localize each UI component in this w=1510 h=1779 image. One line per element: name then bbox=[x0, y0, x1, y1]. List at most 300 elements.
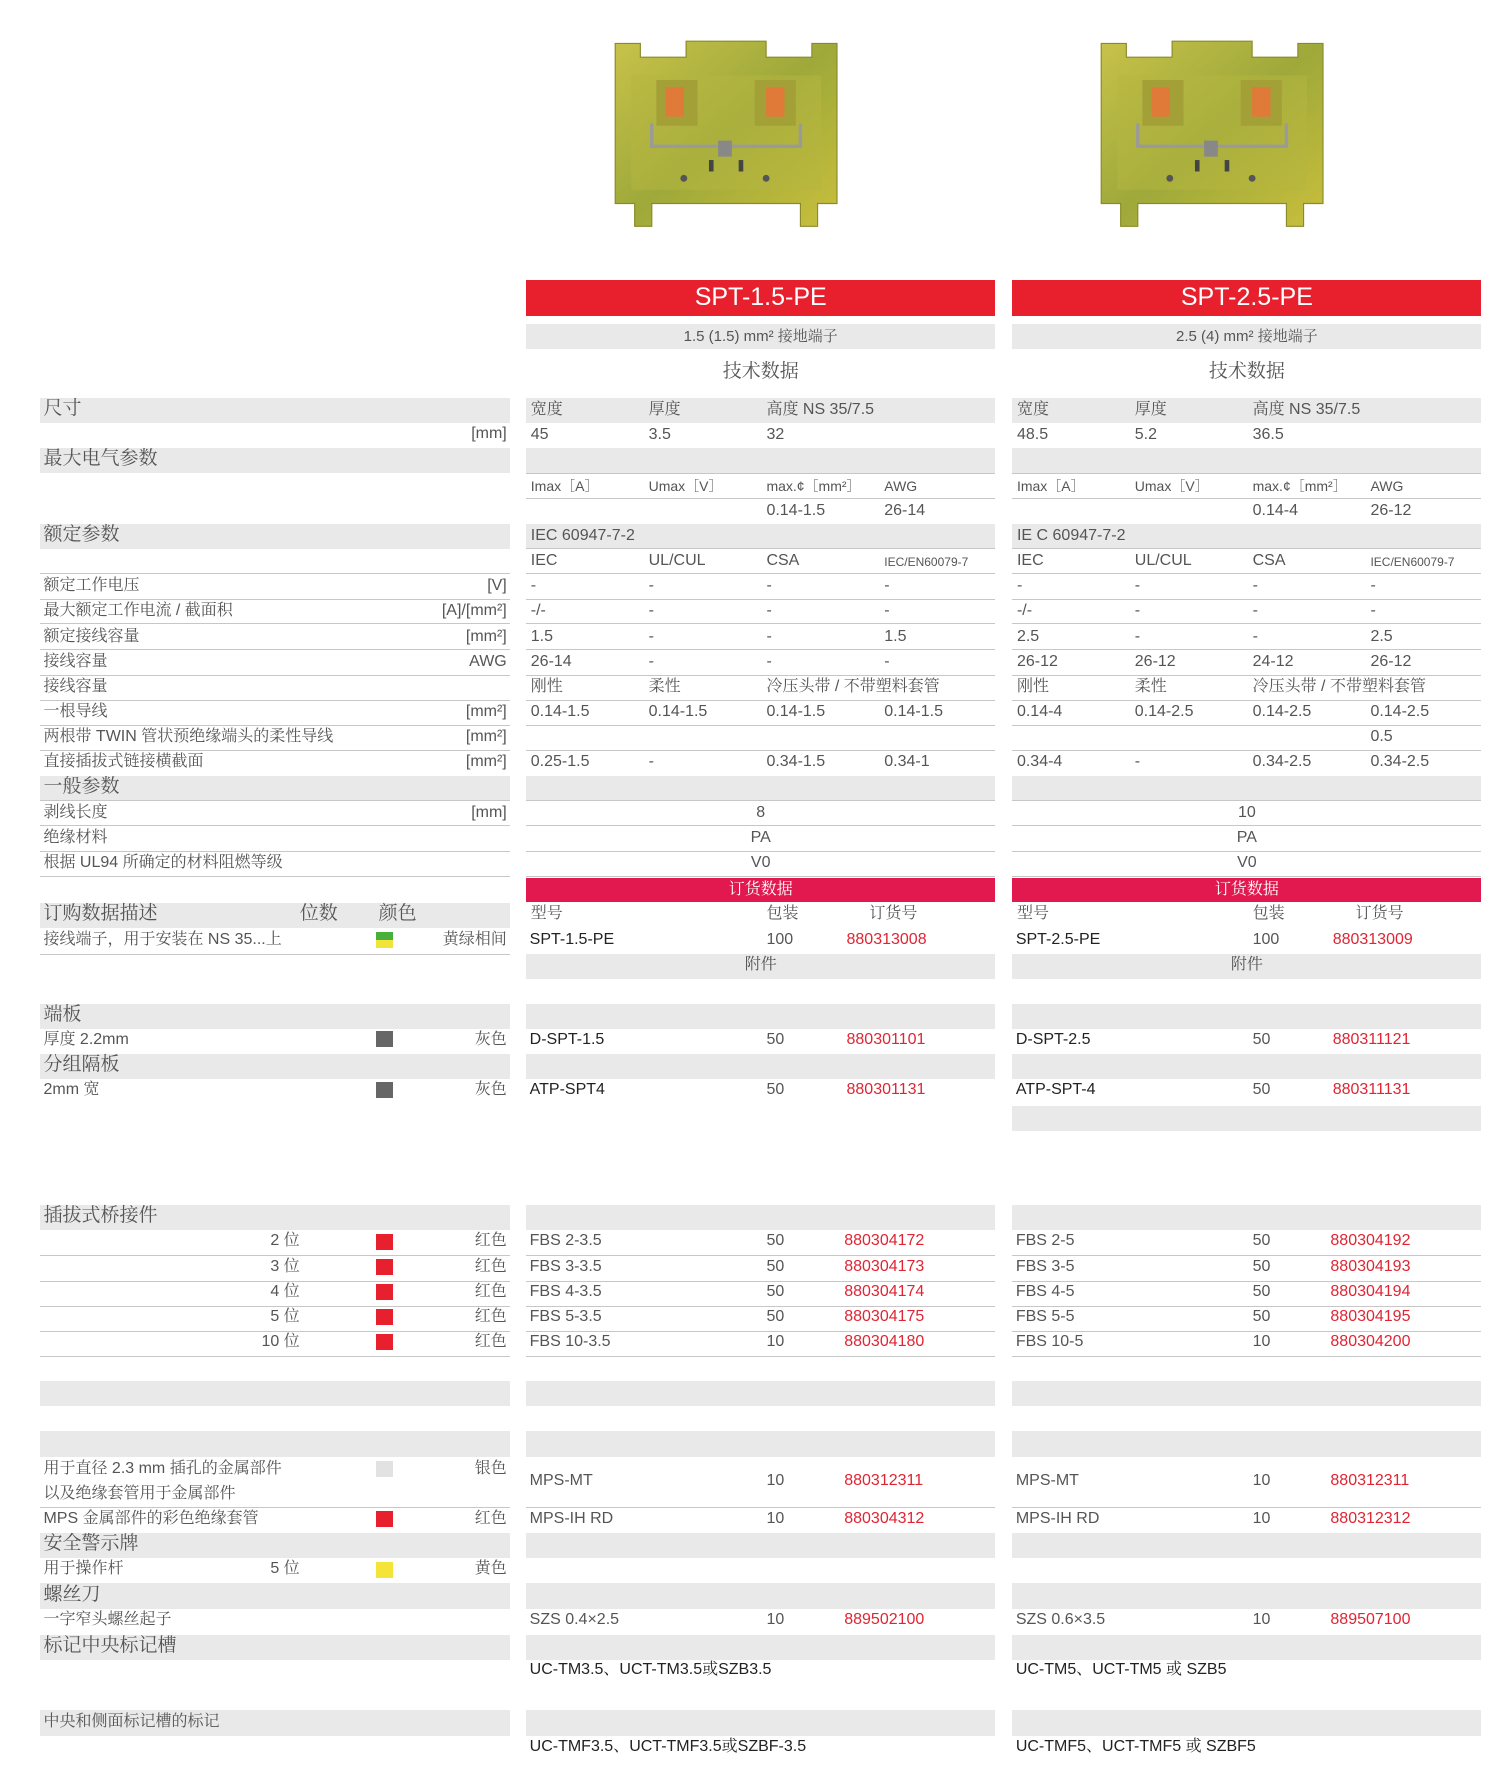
color-red: 红色 bbox=[474, 1282, 507, 1300]
col-grey-band bbox=[526, 448, 995, 473]
label-mps-sleeve: MPS 金属部件的彩色绝缘套管 bbox=[43, 1510, 259, 1528]
col-row-divider bbox=[526, 750, 995, 751]
mps_ih-pack: 10 bbox=[766, 1510, 785, 1528]
unit-v: [V] bbox=[487, 577, 507, 595]
szs-pack: 10 bbox=[766, 1610, 785, 1628]
mps_mt-type: MPS-MT bbox=[1015, 1472, 1079, 1490]
color-red: 红色 bbox=[474, 1232, 507, 1250]
end-plate-pack: 50 bbox=[1252, 1031, 1271, 1049]
unit-mm2: [mm²] bbox=[465, 702, 507, 720]
single-wire-value: 0.14-2.5 bbox=[1134, 702, 1194, 720]
rated-value: 1.5 bbox=[884, 627, 907, 645]
standard-header: CSA bbox=[1252, 552, 1286, 570]
col-grey-band bbox=[526, 1431, 995, 1456]
electrical-header: AWG bbox=[1370, 477, 1404, 494]
partition-pack: 50 bbox=[766, 1081, 785, 1099]
partition-type: ATP-SPT-4 bbox=[1015, 1081, 1096, 1099]
rated-value: - bbox=[1252, 602, 1258, 620]
direct-plug-value: 0.25-1.5 bbox=[530, 753, 590, 771]
rated-value: 26-12 bbox=[1016, 652, 1058, 670]
electrical-header: Umax［V］ bbox=[1134, 477, 1209, 494]
electrical-value: 0.14-1.5 bbox=[766, 501, 826, 519]
label-side-marker: 中央和侧面标记槽的标记 bbox=[43, 1712, 220, 1730]
left-row-divider bbox=[40, 725, 510, 726]
rated-value: 2.5 bbox=[1370, 627, 1393, 645]
dimension-header: 厚度 bbox=[648, 401, 681, 419]
bridge-type: FBS 2-5 bbox=[1015, 1232, 1075, 1250]
end-plate-type: D-SPT-2.5 bbox=[1015, 1031, 1091, 1049]
dimension-value: 3.5 bbox=[648, 426, 671, 444]
left-grey-band bbox=[40, 1583, 510, 1608]
wire-type-header: 柔性 bbox=[1134, 677, 1167, 695]
mps_mt-order-number: 880312311 bbox=[844, 1472, 924, 1490]
szs-order-number: 889507100 bbox=[1330, 1610, 1411, 1628]
label-rated-voltage: 额定工作电压 bbox=[43, 577, 140, 595]
bridge-order-number: 880304175 bbox=[844, 1307, 925, 1325]
left-row-divider bbox=[40, 573, 510, 574]
col-grey-band bbox=[526, 398, 995, 423]
szs-pack: 10 bbox=[1252, 1610, 1271, 1628]
label-wire-capacity-2: 接线容量 bbox=[43, 677, 108, 695]
col-row-divider bbox=[526, 498, 995, 499]
col-grey-band bbox=[1012, 1533, 1481, 1558]
single-wire-value: 0.14-1.5 bbox=[648, 702, 708, 720]
rated-value: 24-12 bbox=[1252, 652, 1294, 670]
unit-awg: AWG bbox=[469, 652, 507, 670]
col-row-divider bbox=[526, 573, 995, 574]
rated-value: 2.5 bbox=[1016, 627, 1040, 645]
order-item-pack: 100 bbox=[766, 930, 794, 948]
order-data-band: 订货数据 bbox=[1012, 878, 1481, 902]
col-grey-band bbox=[526, 1381, 995, 1406]
dimension-header: 厚度 bbox=[1134, 401, 1167, 419]
electrical-header: Imax［A］ bbox=[530, 477, 599, 494]
standard-header: UL/CUL bbox=[648, 552, 706, 570]
tech-data-header: 技术数据 bbox=[722, 361, 799, 383]
color-yellow: 黄色 bbox=[474, 1560, 507, 1578]
order-header-type: 型号 bbox=[530, 905, 563, 923]
rated-value: - bbox=[1016, 577, 1023, 595]
label-direct-plug: 直接插拔式链接横截面 bbox=[43, 753, 204, 771]
col-grey-band bbox=[1012, 1381, 1481, 1406]
col-row-divider bbox=[1012, 800, 1481, 801]
end-plate-order-number: 880311121 bbox=[1332, 1031, 1411, 1049]
col-row-divider bbox=[1012, 876, 1481, 877]
col-row-divider bbox=[526, 1356, 995, 1357]
order-item-type: SPT-1.5-PE bbox=[529, 930, 615, 948]
electrical-header: AWG bbox=[884, 477, 918, 494]
mps_mt-pack: 10 bbox=[766, 1472, 785, 1490]
left-row-divider bbox=[40, 825, 510, 826]
left-row-divider bbox=[40, 750, 510, 751]
standard-header: CSA bbox=[766, 552, 800, 570]
bridge-pack: 50 bbox=[766, 1232, 785, 1250]
col-row-divider bbox=[526, 800, 995, 801]
section-screwdriver: 螺丝刀 bbox=[43, 1583, 101, 1605]
wire-type-header: 刚性 bbox=[1016, 677, 1049, 695]
mps_ih-order-number: 880312312 bbox=[1330, 1510, 1411, 1528]
side-marker-value: UC-TMF3.5、UCT-TMF3.5或SZBF-3.5 bbox=[529, 1737, 807, 1755]
rated-value: - bbox=[1252, 577, 1258, 595]
general-value: PA bbox=[1236, 828, 1257, 846]
standard-header: UL/CUL bbox=[1134, 552, 1192, 570]
bridge-pack: 50 bbox=[766, 1307, 785, 1325]
standard-header: IEC/EN60079-7 bbox=[1370, 555, 1455, 570]
col-row-divider bbox=[1012, 1356, 1481, 1357]
color-red: 红色 bbox=[474, 1257, 507, 1275]
end-plate-type: D-SPT-1.5 bbox=[529, 1031, 605, 1049]
col-grey-band bbox=[526, 1004, 995, 1029]
accessory-header: 附件 bbox=[744, 955, 777, 973]
unit-mm: [mm] bbox=[471, 425, 507, 443]
bridge-pack: 50 bbox=[1252, 1232, 1271, 1250]
rated-value: - bbox=[1134, 627, 1141, 645]
twin-wire-value: 0.5 bbox=[1370, 728, 1393, 746]
label-slot-screwdriver: 一字窄头螺丝起子 bbox=[43, 1610, 172, 1628]
col-grey-band bbox=[1012, 1205, 1481, 1230]
section-partition: 分组隔板 bbox=[43, 1054, 120, 1076]
bridge-pack: 50 bbox=[1252, 1307, 1271, 1325]
section-bridge: 插拔式桥接件 bbox=[43, 1205, 158, 1227]
direct-plug-value: 0.34-2.5 bbox=[1370, 753, 1430, 771]
mps_mt-type: MPS-MT bbox=[529, 1472, 593, 1490]
label-insulation: 绝缘材料 bbox=[43, 828, 108, 846]
accessory-header: 附件 bbox=[1230, 955, 1263, 973]
label-lever: 用于操作杆 bbox=[43, 1560, 124, 1578]
col-row-divider bbox=[526, 548, 995, 549]
partition-type: ATP-SPT4 bbox=[529, 1081, 605, 1099]
bridge-order-number: 880304195 bbox=[1330, 1307, 1411, 1325]
wire-type-header: 刚性 bbox=[530, 677, 563, 695]
section-marker: 标记中央标记槽 bbox=[43, 1635, 177, 1657]
rated-value: - bbox=[766, 602, 772, 620]
left-row-divider bbox=[40, 876, 510, 877]
col-row-divider bbox=[1012, 825, 1481, 826]
color-grey: 灰色 bbox=[474, 1031, 507, 1049]
mps_ih-order-number: 880304312 bbox=[844, 1510, 925, 1528]
col-row-divider bbox=[1012, 1507, 1481, 1508]
label-strip-length: 剥线长度 bbox=[43, 803, 108, 821]
terminal-image-spt-2-5-pe bbox=[1092, 32, 1332, 232]
left-row-divider bbox=[40, 1507, 510, 1508]
general-value: 8 bbox=[756, 803, 766, 821]
col-row-divider bbox=[1012, 725, 1481, 726]
szs-order-number: 889502100 bbox=[844, 1610, 925, 1628]
col-row-divider bbox=[1012, 498, 1481, 499]
unit-mm2: [mm²] bbox=[465, 627, 507, 645]
col-row-divider bbox=[1012, 1255, 1481, 1256]
electrical-value: 26-14 bbox=[884, 501, 926, 519]
iec-standard: IEC 60947-7-2 bbox=[530, 526, 635, 544]
color-grey: 灰色 bbox=[474, 1081, 507, 1099]
col-grey-band bbox=[526, 1710, 995, 1735]
col-row-divider bbox=[1012, 548, 1481, 549]
rated-value: 1.5 bbox=[530, 627, 554, 645]
bridge-pack: 50 bbox=[766, 1282, 785, 1300]
section-rated: 额定参数 bbox=[43, 523, 120, 545]
rated-value: - bbox=[766, 652, 772, 670]
order-item-type: SPT-2.5-PE bbox=[1015, 930, 1101, 948]
szs-type: SZS 0.4×2.5 bbox=[529, 1610, 620, 1628]
col-grey-band bbox=[1012, 776, 1481, 801]
bridge-position: 5 位 bbox=[270, 1307, 300, 1325]
label-terminal-desc: 接线端子，用于安装在 NS 35...上 bbox=[43, 930, 282, 948]
direct-plug-value: - bbox=[1134, 753, 1141, 771]
section-warning-sign: 安全警示牌 bbox=[43, 1533, 139, 1555]
col-grey-band bbox=[1012, 1054, 1481, 1079]
rated-value: 26-12 bbox=[1134, 652, 1176, 670]
bridge-type: FBS 2-3.5 bbox=[529, 1232, 602, 1250]
label-twin-wire: 两根带 TWIN 管状预绝缘端头的柔性导线 bbox=[43, 728, 334, 746]
order-item-order-number: 880313009 bbox=[1332, 930, 1413, 948]
order-header-number: 订货号 bbox=[1355, 905, 1404, 923]
direct-plug-value: 0.34-4 bbox=[1016, 753, 1063, 771]
color-red: 红色 bbox=[474, 1307, 507, 1325]
section-general: 一般参数 bbox=[43, 776, 120, 798]
color-red: 红色 bbox=[474, 1332, 507, 1350]
bridge-order-number: 880304174 bbox=[844, 1282, 925, 1300]
col-row-divider bbox=[526, 599, 995, 600]
end-plate-order-number: 880301101 bbox=[846, 1031, 926, 1049]
direct-plug-value: 0.34-1 bbox=[884, 753, 930, 771]
left-row-divider bbox=[40, 851, 510, 852]
partition-pack: 50 bbox=[1252, 1081, 1271, 1099]
dimension-value: 36.5 bbox=[1252, 426, 1284, 444]
col-row-divider bbox=[526, 675, 995, 676]
rated-value: - bbox=[884, 602, 890, 620]
left-grey-band bbox=[40, 1004, 510, 1029]
color-silver: 银色 bbox=[474, 1459, 507, 1477]
col-row-divider bbox=[526, 700, 995, 701]
electrical-value: 26-12 bbox=[1370, 501, 1412, 519]
bridge-pack: 50 bbox=[1252, 1282, 1271, 1300]
col-row-divider bbox=[1012, 1306, 1481, 1307]
col-row-divider bbox=[1012, 473, 1481, 474]
mps_ih-type: MPS-IH RD bbox=[1015, 1510, 1100, 1528]
rated-value: - bbox=[884, 577, 890, 595]
left-row-divider bbox=[40, 649, 510, 650]
bridge-order-number: 880304200 bbox=[1330, 1332, 1411, 1350]
label-ul94: 根据 UL94 所确定的材料阻燃等级 bbox=[43, 853, 283, 871]
product-title-band: SPT-1.5-PE bbox=[526, 280, 995, 315]
rated-value: - bbox=[648, 577, 654, 595]
terminal-image-spt-1-5-pe bbox=[606, 32, 846, 232]
rated-value: -/- bbox=[530, 602, 546, 620]
dimension-value: 32 bbox=[766, 426, 785, 444]
bridge-position: 2 位 bbox=[270, 1232, 300, 1250]
unit-mm: [mm] bbox=[471, 803, 507, 821]
bridge-order-number: 880304173 bbox=[844, 1257, 925, 1275]
dimension-value: 48.5 bbox=[1016, 426, 1049, 444]
electrical-value: 0.14-4 bbox=[1252, 501, 1298, 519]
col-row-divider bbox=[526, 725, 995, 726]
bridge-type: FBS 5-5 bbox=[1015, 1307, 1075, 1325]
section-order-description: 订购数据描述 bbox=[43, 903, 158, 925]
rated-value: - bbox=[884, 652, 890, 670]
left-row-divider bbox=[40, 954, 510, 955]
col-row-divider bbox=[1012, 675, 1481, 676]
col-grey-band bbox=[526, 1583, 995, 1608]
mps_ih-type: MPS-IH RD bbox=[529, 1510, 614, 1528]
rated-value: - bbox=[1370, 577, 1376, 595]
col-grey-band bbox=[1012, 398, 1481, 423]
bridge-order-number: 880304172 bbox=[844, 1232, 925, 1250]
col-row-divider bbox=[1012, 851, 1481, 852]
label-single-wire: 一根导线 bbox=[43, 702, 108, 720]
direct-plug-value: - bbox=[648, 753, 654, 771]
color-red: 红色 bbox=[474, 1510, 507, 1528]
szs-type: SZS 0.6×3.5 bbox=[1015, 1610, 1106, 1628]
col-grey-band bbox=[1012, 448, 1481, 473]
col-row-divider bbox=[526, 825, 995, 826]
col-row-divider bbox=[1012, 649, 1481, 650]
bridge-type: FBS 10-3.5 bbox=[529, 1332, 611, 1350]
bridge-order-number: 880304180 bbox=[844, 1332, 925, 1350]
left-grey-band bbox=[40, 398, 510, 423]
col-grey-band bbox=[526, 1533, 995, 1558]
bridge-type: FBS 3-5 bbox=[1015, 1257, 1075, 1275]
order-header-pack: 包装 bbox=[1252, 905, 1285, 923]
header-color: 颜色 bbox=[378, 903, 417, 925]
general-value: V0 bbox=[1237, 853, 1257, 871]
col-row-divider bbox=[526, 473, 995, 474]
unit-a-mm2: [A]/[mm²] bbox=[441, 602, 507, 620]
electrical-header: max.¢［mm²］ bbox=[1252, 477, 1347, 494]
col-row-divider bbox=[1012, 599, 1481, 600]
col-grey-band bbox=[1012, 1106, 1481, 1131]
bridge-pack: 50 bbox=[766, 1257, 785, 1275]
col-row-divider bbox=[1012, 700, 1481, 701]
header-positions: 位数 bbox=[299, 903, 338, 925]
left-row-divider bbox=[40, 800, 510, 801]
rated-value: - bbox=[1134, 577, 1141, 595]
standard-header: IEC bbox=[530, 552, 558, 570]
col-row-divider bbox=[526, 649, 995, 650]
wire-type-header: 冷压头带 / 不带塑料套管 bbox=[1252, 677, 1426, 695]
mps_mt-order-number: 880312311 bbox=[1330, 1472, 1410, 1490]
single-wire-value: 0.14-1.5 bbox=[766, 702, 826, 720]
dimension-header: 高度 NS 35/7.5 bbox=[1252, 401, 1361, 419]
general-value: 10 bbox=[1237, 803, 1256, 821]
order-item-pack: 100 bbox=[1252, 930, 1280, 948]
product-subtitle: 2.5 (4) mm² 接地端子 bbox=[1176, 327, 1318, 345]
rated-value: - bbox=[530, 577, 537, 595]
unit-mm2: [mm²] bbox=[465, 753, 507, 771]
bridge-order-number: 880304192 bbox=[1330, 1232, 1411, 1250]
left-row-divider bbox=[40, 623, 510, 624]
rated-value: 26-14 bbox=[530, 652, 572, 670]
electrical-header: Imax［A］ bbox=[1016, 477, 1085, 494]
col-row-divider bbox=[1012, 573, 1481, 574]
end-plate-pack: 50 bbox=[766, 1031, 785, 1049]
side-marker-value: UC-TMF5、UCT-TMF5 或 SZBF5 bbox=[1015, 1737, 1256, 1755]
left-row-divider bbox=[40, 675, 510, 676]
bridge-position: 10 位 bbox=[261, 1332, 300, 1350]
section-size: 尺寸 bbox=[43, 398, 82, 420]
label-max-current: 最大额定工作电流 / 截面积 bbox=[43, 602, 233, 620]
product-subtitle: 1.5 (1.5) mm² 接地端子 bbox=[683, 327, 838, 345]
bridge-pack: 10 bbox=[766, 1332, 785, 1350]
dimension-value: 5.2 bbox=[1134, 426, 1158, 444]
electrical-header: Umax［V］ bbox=[648, 477, 723, 494]
mps_mt-pack: 10 bbox=[1252, 1472, 1271, 1490]
bridge-type: FBS 4-3.5 bbox=[529, 1282, 602, 1300]
col-grey-band bbox=[1012, 1583, 1481, 1608]
general-value: V0 bbox=[750, 853, 771, 871]
left-grey-band bbox=[40, 1381, 510, 1406]
bridge-order-number: 880304194 bbox=[1330, 1282, 1411, 1300]
bridge-position: 3 位 bbox=[270, 1257, 300, 1275]
bridge-position: 4 位 bbox=[270, 1282, 300, 1300]
label-metal-part-2: 以及绝缘套管用于金属部件 bbox=[43, 1485, 236, 1503]
rated-value: - bbox=[1370, 602, 1376, 620]
standard-header: IEC bbox=[1016, 552, 1044, 570]
dimension-value: 45 bbox=[530, 426, 549, 444]
rated-value: - bbox=[766, 577, 772, 595]
col-grey-band bbox=[526, 1054, 995, 1079]
bridge-type: FBS 5-3.5 bbox=[529, 1307, 602, 1325]
rated-value: - bbox=[1134, 602, 1141, 620]
order-data-band: 订货数据 bbox=[526, 878, 995, 902]
unit-mm2: [mm²] bbox=[465, 728, 507, 746]
col-grey-band bbox=[1012, 1635, 1481, 1660]
section-max-electrical: 最大电气参数 bbox=[43, 448, 158, 470]
iec-standard: IE C 60947-7-2 bbox=[1016, 526, 1126, 544]
position-5: 5 位 bbox=[270, 1560, 300, 1578]
rated-value: - bbox=[1252, 627, 1258, 645]
left-row-divider bbox=[40, 1356, 510, 1357]
order-header-pack: 包装 bbox=[766, 905, 799, 923]
order-header-number: 订货号 bbox=[869, 905, 918, 923]
rated-value: - bbox=[648, 627, 654, 645]
bridge-pack: 10 bbox=[1252, 1332, 1271, 1350]
direct-plug-value: 0.34-1.5 bbox=[766, 753, 826, 771]
left-row-divider bbox=[40, 700, 510, 701]
order-header-type: 型号 bbox=[1016, 905, 1049, 923]
col-row-divider bbox=[1012, 623, 1481, 624]
electrical-header: max.¢［mm²］ bbox=[766, 477, 861, 494]
rated-value: -/- bbox=[1016, 602, 1033, 620]
product-title-band: SPT-2.5-PE bbox=[1012, 280, 1481, 315]
col-grey-band bbox=[1012, 1004, 1481, 1029]
col-row-divider bbox=[526, 851, 995, 852]
rated-value: - bbox=[766, 627, 772, 645]
col-row-divider bbox=[1012, 1281, 1481, 1282]
dimension-header: 高度 NS 35/7.5 bbox=[766, 401, 875, 419]
single-wire-value: 0.14-2.5 bbox=[1252, 702, 1312, 720]
label-rated-capacity: 额定接线容量 bbox=[43, 627, 140, 645]
standard-header: IEC/EN60079-7 bbox=[884, 555, 969, 570]
bridge-type: FBS 10-5 bbox=[1015, 1332, 1084, 1350]
single-wire-value: 0.14-1.5 bbox=[530, 702, 590, 720]
general-value: PA bbox=[750, 828, 771, 846]
single-wire-value: 0.14-4 bbox=[1016, 702, 1063, 720]
partition-order-number: 880301131 bbox=[846, 1081, 926, 1099]
wire-type-header: 冷压头带 / 不带塑料套管 bbox=[766, 677, 940, 695]
rated-value: 26-12 bbox=[1370, 652, 1412, 670]
label-wire-capacity: 接线容量 bbox=[43, 652, 108, 670]
bridge-order-number: 880304193 bbox=[1330, 1257, 1411, 1275]
label-thickness: 厚度 2.2mm bbox=[43, 1031, 129, 1049]
direct-plug-value: 0.34-2.5 bbox=[1252, 753, 1312, 771]
col-grey-band bbox=[526, 776, 995, 801]
bridge-type: FBS 3-3.5 bbox=[529, 1257, 602, 1275]
bridge-pack: 50 bbox=[1252, 1257, 1271, 1275]
label-metal-part: 用于直径 2.3 mm 插孔的金属部件 bbox=[43, 1459, 282, 1477]
col-row-divider bbox=[526, 623, 995, 624]
partition-order-number: 880311131 bbox=[1332, 1081, 1411, 1099]
dimension-header: 宽度 bbox=[1016, 401, 1049, 419]
